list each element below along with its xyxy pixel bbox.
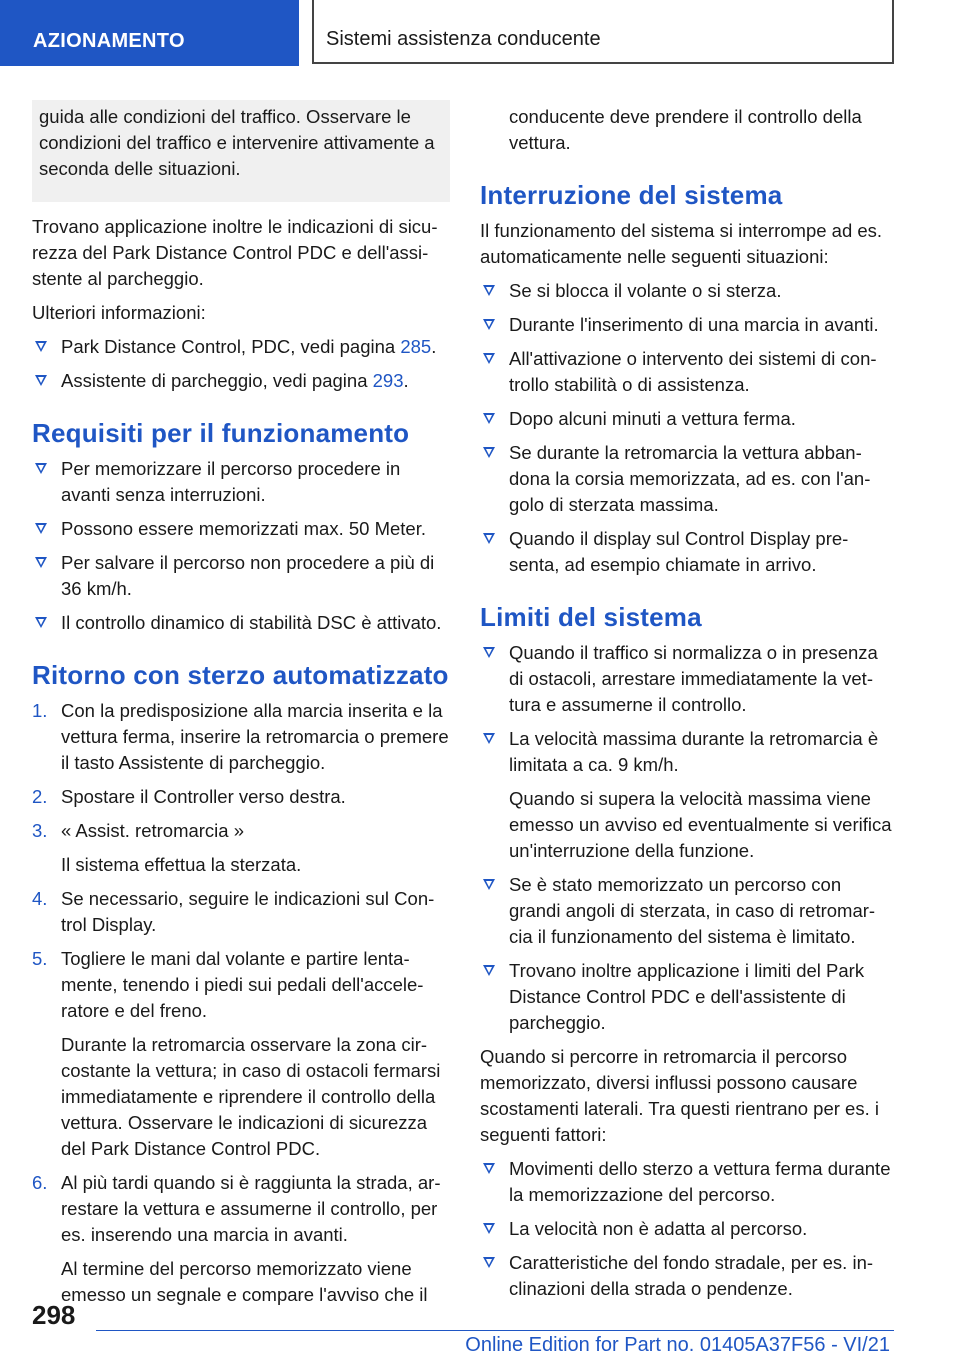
bullet-triangle-icon (483, 413, 495, 424)
list-item: Per memorizzare il percorso procedere in avanti senza interruzioni. (32, 456, 450, 508)
bullet-triangle-icon (483, 1257, 495, 1268)
list-item: Durante l'inserimento di una marcia in avanti. (480, 312, 892, 338)
step-number: 6. (32, 1172, 48, 1193)
chapter-title: Sistemi assistenza conducente (312, 0, 894, 64)
heading-limiti: Limiti del sistema (480, 602, 702, 632)
page-link[interactable]: 293 (372, 370, 404, 391)
list-item: La velocità massima durante la retromarcia è limitata a ca. 9 km/h. Quando si supera la velocità massima viene emesso un avviso ed eventualmente si verifica un'interruzione della funzione. (480, 726, 892, 864)
list-note: Quando si supera la velocità massima viene emesso un avviso ed eventualmente si verifica un'interruzione della funzione. (509, 788, 892, 861)
info-list (32, 334, 450, 394)
right-column (480, 104, 892, 1310)
step-note: Il sistema effettua la sterzata. (61, 854, 302, 875)
step-number: 5. (32, 948, 48, 969)
bullet-triangle-icon (483, 447, 495, 458)
list-item: Quando il traffico si normalizza o in presenza di ostacoli, arrestare immediatamente la vettura e assumerne il controllo. (480, 640, 892, 718)
bullet-triangle-icon (483, 965, 495, 976)
requisiti-list (32, 456, 450, 636)
step-item: 3. « Assist. retromarcia » Il sistema effettua la sterzata. (32, 818, 450, 878)
list-item: Quando il display sul Control Display presenta, ad esempio chiamate in arrivo. (480, 526, 892, 578)
step-number: 4. (32, 888, 48, 909)
footer-divider (96, 1330, 894, 1331)
list-item: Caratteristiche del fondo stradale, per es. inclinazioni della strada o pendenze. (480, 1250, 892, 1302)
page-header (0, 0, 960, 66)
paragraph-interruzione: Il funzionamento del sistema si interrompe ad es. automaticamente nelle seguenti situazioni: (480, 220, 883, 267)
continued-text: conducente deve prendere il controllo della vettura. (509, 106, 862, 153)
note-box: guida alle condizioni del traffico. Osservare le condizioni del traffico e intervenire attivamente a seconda delle situazioni. (32, 100, 450, 202)
step-note: Durante la retromarcia osservare la zona circostante la vettura; in caso di ostacoli fermarsi immediatamente e riprendere il controllo della vettura. Osservare le indicazioni di sicurezza del Park Distance Control PDC. (61, 1034, 441, 1159)
heading-ritorno: Ritorno con sterzo automatizzato (32, 660, 449, 690)
bullet-triangle-icon (483, 353, 495, 364)
left-column (32, 100, 450, 1316)
paragraph-fattori: Quando si percorre in retromarcia il percorso memorizzato, diversi influssi possono causare scostamenti laterali. Tra questi rientrano per es. i seguenti fattori: (480, 1046, 879, 1145)
page-number: 298 (32, 1300, 76, 1330)
list-item: Dopo alcuni minuti a vettura ferma. (480, 406, 892, 432)
step-item: 1. Con la predisposizione alla marcia inserita e la vettura ferma, inserire la retromarcia o premere il tasto Assistente di parcheggio. (32, 700, 449, 773)
step-number: 1. (32, 700, 48, 721)
list-item: Possono essere memorizzati max. 50 Meter. (32, 516, 450, 542)
section-tab: AZIONAMENTO (0, 0, 299, 66)
step-number: 2. (32, 786, 48, 807)
list-item: Movimenti dello sterzo a vettura ferma durante la memorizzazione del percorso. (480, 1156, 892, 1208)
step-item: 6. Al più tardi quando si è raggiunta la strada, arrestare la vettura e assumerne il controllo, per es. inserendo una marcia in avanti. Al termine del percorso memorizzato viene emesso un segnale e compare l'avviso che il (32, 1170, 450, 1308)
list-item: Trovano inoltre applicazione i limiti del Park Distance Control PDC e dell'assistente di parcheggio. (480, 958, 892, 1036)
list-item: Se durante la retromarcia la vettura abbandona la corsia memorizzata, ad es. con l'angolo di sterzata massima. (480, 440, 892, 518)
heading-interruzione: Interruzione del sistema (480, 180, 783, 210)
interruzione-list (480, 278, 892, 578)
bullet-triangle-icon (35, 557, 47, 568)
bullet-triangle-icon (483, 533, 495, 544)
bullet-triangle-icon (483, 319, 495, 330)
list-item: Se si blocca il volante o si sterza. (480, 278, 892, 304)
list-item: Per salvare il percorso non procedere a più di 36 km/h. (32, 550, 450, 602)
bullet-triangle-icon (35, 463, 47, 474)
bullet-triangle-icon (483, 879, 495, 890)
list-item: Il controllo dinamico di stabilità DSC è attivato. (32, 610, 450, 636)
bullet-triangle-icon (35, 375, 47, 386)
fattori-list (480, 1156, 892, 1302)
bullet-triangle-icon (483, 733, 495, 744)
step-note: Al termine del percorso memorizzato viene emesso un segnale e compare l'avviso che il (61, 1258, 428, 1305)
limiti-list (480, 640, 892, 1036)
bullet-triangle-icon (35, 617, 47, 628)
step-item: 4. Se necessario, seguire le indicazioni sul Control Display. (32, 888, 435, 935)
list-item: All'attivazione o intervento dei sistemi di controllo stabilità o di assistenza. (480, 346, 892, 398)
paragraph-safety: Trovano applicazione inoltre le indicazioni di sicurezza del Park Distance Control PDC e dell'assistente al parcheggio. (32, 216, 438, 289)
bullet-triangle-icon (483, 647, 495, 658)
list-item: Se è stato memorizzato un percorso con grandi angoli di sterzata, in caso di retromarcia il funzionamento del sistema è limitato. (480, 872, 892, 950)
list-item: La velocità non è adatta al percorso. (480, 1216, 892, 1242)
bullet-triangle-icon (483, 285, 495, 296)
steps-list (32, 698, 450, 1308)
step-number: 3. (32, 820, 48, 841)
bullet-triangle-icon (483, 1223, 495, 1234)
page-link[interactable]: 285 (400, 336, 432, 357)
heading-requisiti: Requisiti per il funzionamento (32, 418, 410, 448)
paragraph-info: Ulteriori informazioni: (32, 302, 206, 323)
bullet-triangle-icon (483, 1163, 495, 1174)
footer-edition: Online Edition for Part no. 01405A37F56 - VI/21 (465, 1334, 890, 1356)
list-item: Park Distance Control, PDC, vedi pagina 285. (32, 334, 450, 360)
bullet-triangle-icon (35, 523, 47, 534)
step-item: 5. Togliere le mani dal volante e partire lentamente, tenendo i piedi sui pedali dell'acceleratore e del freno. Durante la retromarcia osservare la zona circostante la vettura; in caso di ostacoli fermarsi immediatamente e riprendere il controllo della vettura. Osservare le indicazioni di sicurezza del Park Distance Control PDC. (32, 946, 450, 1162)
list-item: Assistente di parcheggio, vedi pagina 293. (32, 368, 450, 394)
step-item: 2. Spostare il Controller verso destra. (32, 784, 450, 810)
bullet-triangle-icon (35, 341, 47, 352)
